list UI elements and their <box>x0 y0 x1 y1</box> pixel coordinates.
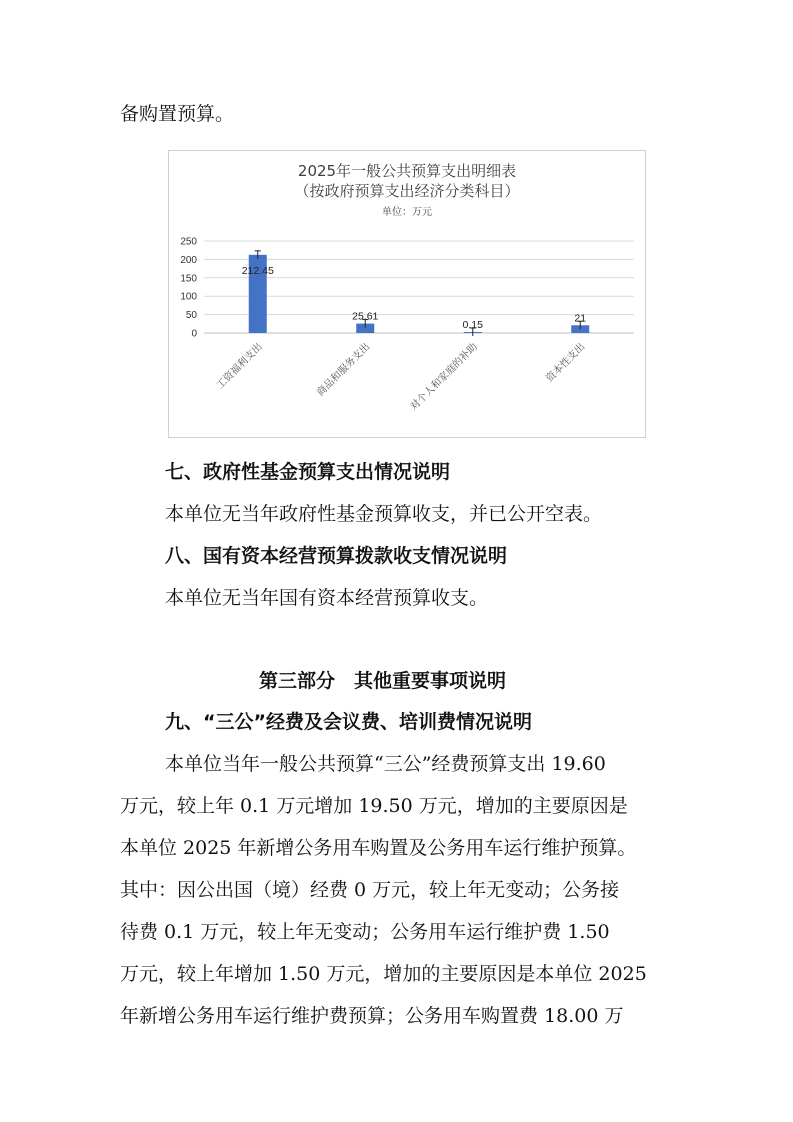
category-label: 对个人和家庭的补助 <box>408 341 480 413</box>
y-tick-label: 0 <box>191 328 197 340</box>
y-tick-label: 200 <box>180 254 197 266</box>
section9-heading: 九、“三公”经费及会议费、培训费情况说明 <box>165 711 532 733</box>
y-tick-label: 250 <box>180 236 197 248</box>
section9-line: 本单位 2025 年新增公务用车购置及公务用车运行维护预算。 <box>120 837 637 859</box>
chart-subtitle: （按政府预算支出经济分类科目） <box>294 182 520 200</box>
chart-title: 2025年一般公共预算支出明细表 <box>297 162 517 180</box>
y-tick-label: 100 <box>180 291 197 303</box>
section7-heading: 七、政府性基金预算支出情况说明 <box>165 461 451 483</box>
section8-body: 本单位无当年国有资本经营预算收支。 <box>165 587 489 609</box>
category-label: 商品和服务支出 <box>315 341 373 399</box>
chart-unit-label: 单位：万元 <box>382 207 432 218</box>
section9-line: 本单位当年一般公共预算“三公”经费预算支出 19.60 <box>165 753 606 775</box>
section9-line: 年新增公务用车运行维护费预算；公务用车购置费 18.00 万 <box>120 1005 624 1027</box>
category-label: 工资福利支出 <box>214 341 265 392</box>
section9-line: 待费 0.1 万元，较上年无变动；公务用车运行维护费 1.50 <box>120 921 610 943</box>
section8-heading: 八、国有资本经营预算拨款收支情况说明 <box>165 545 508 567</box>
section9-line: 万元，较上年 0.1 万元增加 19.50 万元，增加的主要原因是 <box>120 795 628 817</box>
chart-canvas <box>169 151 645 437</box>
data-label: 212.45 <box>241 264 274 277</box>
section9-line: 其中：因公出国（境）经费 0 万元，较上年无变动；公务接 <box>120 879 620 901</box>
y-tick-label: 50 <box>185 310 197 322</box>
data-label: 25.61 <box>352 310 379 323</box>
section7-body: 本单位无当年政府性基金预算收支，并已公开空表。 <box>165 503 603 525</box>
intro-line: 备购置预算。 <box>120 103 235 125</box>
part3-heading: 第三部分 其他重要事项说明 <box>259 670 507 692</box>
y-tick-label: 150 <box>180 273 197 285</box>
section9-line: 万元，较上年增加 1.50 万元，增加的主要原因是本单位 2025 <box>120 963 647 985</box>
expenditure-chart <box>168 150 646 438</box>
data-label: 21 <box>574 312 587 325</box>
category-label: 资本性支出 <box>544 341 588 385</box>
data-label: 0.15 <box>462 319 483 331</box>
